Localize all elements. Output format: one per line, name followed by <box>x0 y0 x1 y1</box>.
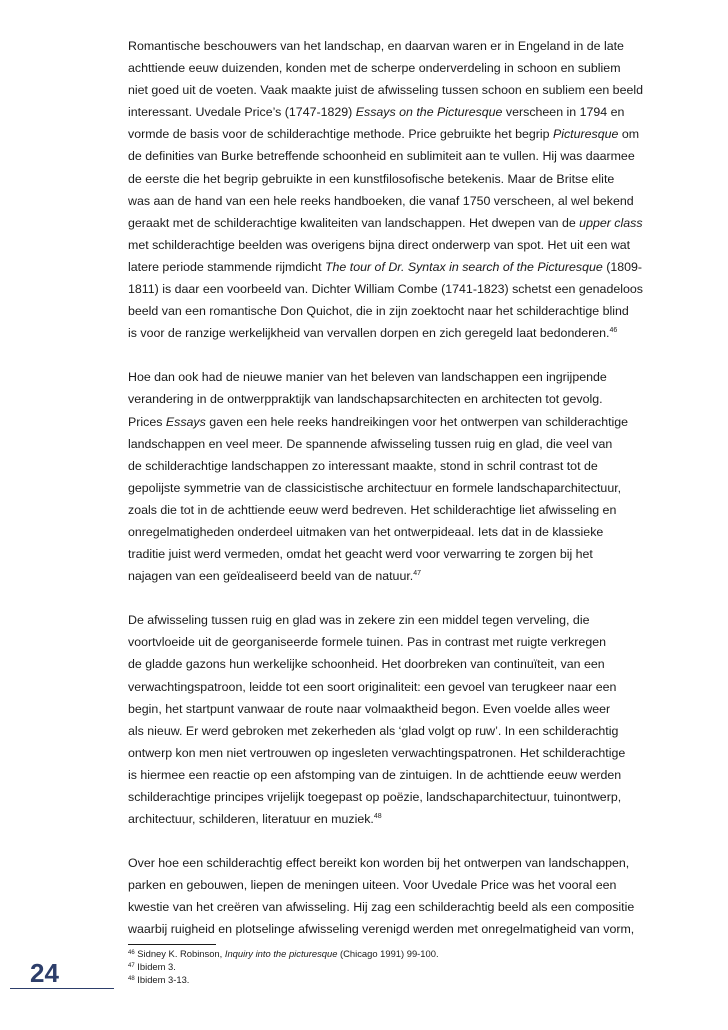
text-run: Ibidem 3. <box>134 960 176 972</box>
text-run: Hoe dan ook had de nieuwe manier van het beleven van landschappen een ingrijpende <box>128 370 607 385</box>
text-line <box>128 609 688 631</box>
text-line <box>128 234 688 256</box>
text-line <box>128 35 688 57</box>
italic-text: upper class <box>579 215 643 230</box>
text-run: traditie juist werd vermeden, omdat het geacht werd voor verwarring te zorgen bij het <box>128 547 593 562</box>
text-run: is hiermee een reactie op een afstomping van de zintuigen. In de achttiende eeuw werden <box>128 767 622 782</box>
italic-text: The tour of Dr. Syntax in search of the Picturesque <box>324 259 603 274</box>
text-line <box>128 388 688 410</box>
text-run: verwachtingspatroon, leidde tot een soort originaliteit: een gevoel van terugkeer naar een <box>128 679 617 694</box>
paragraph-spacer <box>128 587 688 609</box>
paragraph-spacer <box>128 830 688 852</box>
text-line <box>128 57 688 79</box>
italic-text: Picturesque <box>552 127 619 142</box>
text-line <box>128 123 688 145</box>
text-line <box>128 455 688 477</box>
text-run: om <box>618 127 640 142</box>
text-run: interessant. Uvedale Price’s (1747-1829) <box>128 105 356 120</box>
text-run: de schilderachtige landschappen zo interessant maakte, stond in schril contrast tot de <box>128 458 598 473</box>
text-line <box>128 764 688 786</box>
page-number: 24 <box>30 958 59 988</box>
footnote-reference: 46 <box>128 950 135 956</box>
text-run: zoals die tot in de achttiende eeuw werd bedreven. Het schilderachtige liet afwisseling en <box>128 502 617 517</box>
text-run: niet goed uit de voeten. Vaak maakte juist de afwisseling tussen schoon en subliem een beeld <box>128 83 643 98</box>
text-line <box>128 477 688 499</box>
text-line <box>128 366 688 388</box>
text-run: Ibidem 3-13. <box>134 973 190 985</box>
text-run: 1811) is daar een voorbeeld van. Dichter William Combe (1741-1823) schetst een genadeloos <box>128 282 643 297</box>
text-line <box>128 101 688 123</box>
text-line <box>128 698 688 720</box>
text-run: schilderachtige principes vrijelijk toegepast op poëzie, landschaparchitectuur, tuinontwerp, <box>128 790 622 804</box>
text-run: was aan de hand van een hele reeks handboeken, die vanaf 1750 verscheen, al wel bekend <box>128 193 634 208</box>
text-line <box>128 653 688 675</box>
paragraph <box>128 852 688 940</box>
text-line <box>128 676 688 698</box>
text-line <box>128 543 688 565</box>
text-run: achttiende eeuw duizenden, konden met de scherpe onderverdeling in schoon en subliem <box>128 61 621 76</box>
text-run: de definities van Burke betreffende schoonheid en sublimiteit aan te vullen. Hij was daarmee <box>128 149 635 164</box>
text-line <box>128 79 688 101</box>
text-line <box>128 256 688 278</box>
footnote-divider <box>128 944 216 945</box>
text-line <box>128 918 688 940</box>
footnote-reference: 47 <box>128 962 135 969</box>
text-line <box>128 631 688 653</box>
text-run: latere periode stammende rijmdicht <box>128 259 325 274</box>
text-line <box>128 168 688 190</box>
text-line <box>128 145 688 167</box>
footnotes <box>128 948 668 986</box>
text-line <box>128 896 688 918</box>
text-run: geraakt met de schilderachtige kwaliteiten van landschappen. Het dwepen van de <box>128 215 580 230</box>
text-run: gaven een hele reeks handreikingen voor het ontwerpen van schilderachtige <box>205 414 629 429</box>
footnote <box>128 961 668 974</box>
text-line <box>128 874 688 896</box>
footnote <box>128 948 668 961</box>
footnote-reference: 48 <box>128 975 135 982</box>
text-run: Romantische beschouwers van het landschap, en daarvan waren er in Engeland in de late <box>128 39 624 53</box>
text-run: onregelmatigheden onderdeel uitmaken van het ontwerpideaal. Iets dat in de klassieke <box>128 524 604 539</box>
text-run: parken en gebouwen, liepen de meningen uiteen. Voor Uvedale Price was het vooral een <box>128 878 617 893</box>
page-number-underline <box>10 988 114 989</box>
text-run: begin, het startpunt vanwaar de route naar volmaaktheid begon. Even voelde alles weer <box>128 701 611 716</box>
italic-text: Essays <box>165 414 206 429</box>
text-line <box>128 433 688 455</box>
footnote <box>128 974 668 987</box>
text-line <box>128 411 688 433</box>
text-run: voortvloeide uit de georganiseerde formele tuinen. Pas in contrast met ruigte verkregen <box>128 635 606 650</box>
text-line <box>128 499 688 521</box>
text-line <box>128 565 688 587</box>
text-run: als nieuw. Er werd gebroken met zekerheden als ‘glad volgt op ruw’. In een schilderachtig <box>128 723 619 738</box>
text-run: verandering in de ontwerppraktijk van landschapsarchitecten en architecten tot gevolg. <box>128 392 603 407</box>
text-line <box>128 212 688 234</box>
text-line <box>128 521 688 543</box>
text-line <box>128 278 688 300</box>
text-run: kwestie van het creëren van afwisseling. Hij zag een schilderachtig beeld als een compositie <box>128 900 635 915</box>
paragraph <box>128 609 688 830</box>
text-run: is voor de ranzige werkelijkheid van vervallen dorpen en zich geregeld laat bedonderen. <box>128 326 610 341</box>
paragraph <box>128 366 688 587</box>
text-run: de eerste die het begrip gebruikte in een kunstfilosofische betekenis. Maar de Britse elite <box>128 171 615 186</box>
text-run: vormde de basis voor de schilderachtige methode. Price gebruikte het begrip <box>128 127 553 142</box>
text-line <box>128 786 688 808</box>
italic-text: Inquiry into the picturesque <box>224 948 338 959</box>
text-line <box>128 720 688 742</box>
text-run: met schilderachtige beelden was overigens bijna direct onderwerp van spot. Het uit een wat <box>128 237 631 252</box>
footnote-reference: 46 <box>609 327 618 335</box>
text-run: gepolijste symmetrie van de classicistische architectuur en formele landschaparchitectuur, <box>128 480 622 495</box>
text-line <box>128 190 688 212</box>
text-run: najagen van een geïdealiseerd beeld van de natuur. <box>128 569 414 584</box>
text-run: Sidney K. Robinson, <box>134 948 225 959</box>
text-run: De afwisseling tussen ruig en glad was in zekere zin een middel tegen verveling, die <box>128 613 590 628</box>
paragraph-spacer <box>128 344 688 366</box>
text-run: (1809- <box>602 259 643 274</box>
footnote-reference: 47 <box>413 570 422 578</box>
text-line <box>128 742 688 764</box>
text-line <box>128 322 688 344</box>
text-run: landschappen en veel meer. De spannende afwisseling tussen ruig en glad, die veel van <box>128 436 613 451</box>
text-line <box>128 300 688 322</box>
paragraph <box>128 35 688 344</box>
text-line <box>128 852 688 874</box>
footnote-reference: 48 <box>373 813 382 821</box>
text-run: beeld van een romantische Don Quichot, die in zijn zoektocht naar het schilderachtige blind <box>128 304 629 319</box>
text-run: ontwerp kon men niet vertrouwen op ingesleten verwachtingspatronen. Het schilderachtige <box>128 745 626 760</box>
text-run: waarbij ruigheid en plotselinge afwisseling verenigd werden met onregelmatigheid van vorm, <box>128 922 635 937</box>
text-run: (Chicago 1991) 99-100. <box>337 948 439 959</box>
text-run: Over hoe een schilderachtig effect bereikt kon worden bij het ontwerpen van landschappen, <box>128 856 630 871</box>
text-line <box>128 808 688 830</box>
text-run: verscheen in 1794 en <box>502 105 625 120</box>
text-run: Prices <box>128 414 166 429</box>
italic-text: Essays on the Picturesque <box>355 105 503 120</box>
body-text <box>128 35 688 941</box>
text-run: de gladde gazons hun werkelijke schoonheid. Het doorbreken van continuïteit, van een <box>128 657 605 672</box>
text-run: architectuur, schilderen, literatuur en muziek. <box>128 812 374 827</box>
